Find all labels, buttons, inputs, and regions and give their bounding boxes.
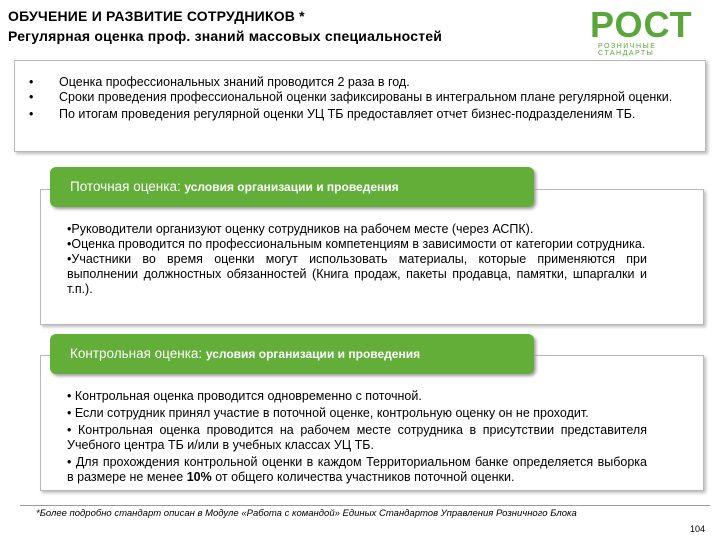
heading-main: Поточная оценка: [70, 179, 181, 194]
stream-assessment-list [67, 222, 647, 297]
list-item: • Сроки проведения профессиональной оценки зафиксированы в интегральном плане регулярной оценки. [29, 90, 673, 104]
list-item: • Если сотрудник принял участие в поточной оценке, контрольную оценку он не проходит. [67, 406, 589, 420]
control-assessment-heading [50, 334, 534, 374]
logo-subtext: РОЗНИЧНЫЕ СТАНДАРТЫ [598, 43, 657, 57]
page-number: 104 [690, 524, 706, 534]
heading-sub: условия организации и проведения [184, 180, 399, 194]
percent-value: 10% [186, 470, 212, 484]
stream-assessment-heading [50, 167, 534, 207]
page-title: ОБУЧЕНИЕ И РАЗВИТИЕ СОТРУДНИКОВ * [8, 8, 305, 24]
list-item: •Участники во время оценки могут использовать материалы, которые применяются при выполнении должностных обязанностей (Книга продаж, пакеты продавца, памятки, шпаргалки и т.п.). [67, 252, 647, 296]
list-item: •Оценка проводится по профессиональным компетенциям в зависимости от категории сотрудника. [67, 237, 646, 251]
bullet-icon: • [29, 107, 34, 121]
list-item: • Для прохождения контрольной оценки в каждом Территориальном банке определяется выборка в размере не менее 10% от общего количества участников поточной оценки. [67, 455, 647, 484]
list-item: • По итогам проведения регулярной оценки УЦ ТБ предоставляет отчет бизнес-подразделениям ТБ. [29, 107, 636, 121]
control-assessment-panel [40, 355, 704, 491]
list-item: • Контрольная оценка проводится на рабочем месте сотрудника в присутствии представителя Учебного центра ТБ и/или в учебных классах УЦ ТБ. [67, 423, 647, 452]
control-assessment-list [67, 389, 647, 487]
bullet-icon: • [29, 75, 34, 89]
rost-logo [590, 4, 712, 57]
list-item: • Оценка профессиональных знаний проводится 2 раза в год. [29, 75, 410, 89]
heading-sub: условия организации и проведения [205, 347, 421, 361]
page-subtitle: Регулярная оценка проф. знаний массовых специальностей [8, 28, 443, 44]
logo-wordmark: РОСТ [590, 4, 693, 45]
footnote: *Более подробно стандарт описан в Модуле «Работа с командой» Единых Стандартов Управления Розничного Блока [36, 508, 577, 519]
bullet-icon: • [29, 90, 34, 104]
list-item: •Руководители организуют оценку сотрудников на рабочем месте (через АСПК). [67, 222, 534, 236]
stream-assessment-panel [40, 189, 704, 325]
heading-main: Контрольная оценка: [70, 346, 203, 361]
intro-box [14, 60, 706, 152]
footer-divider [20, 505, 710, 506]
intro-list [27, 75, 697, 122]
list-item: • Контрольная оценка проводится одновременно с поточной. [67, 389, 422, 403]
